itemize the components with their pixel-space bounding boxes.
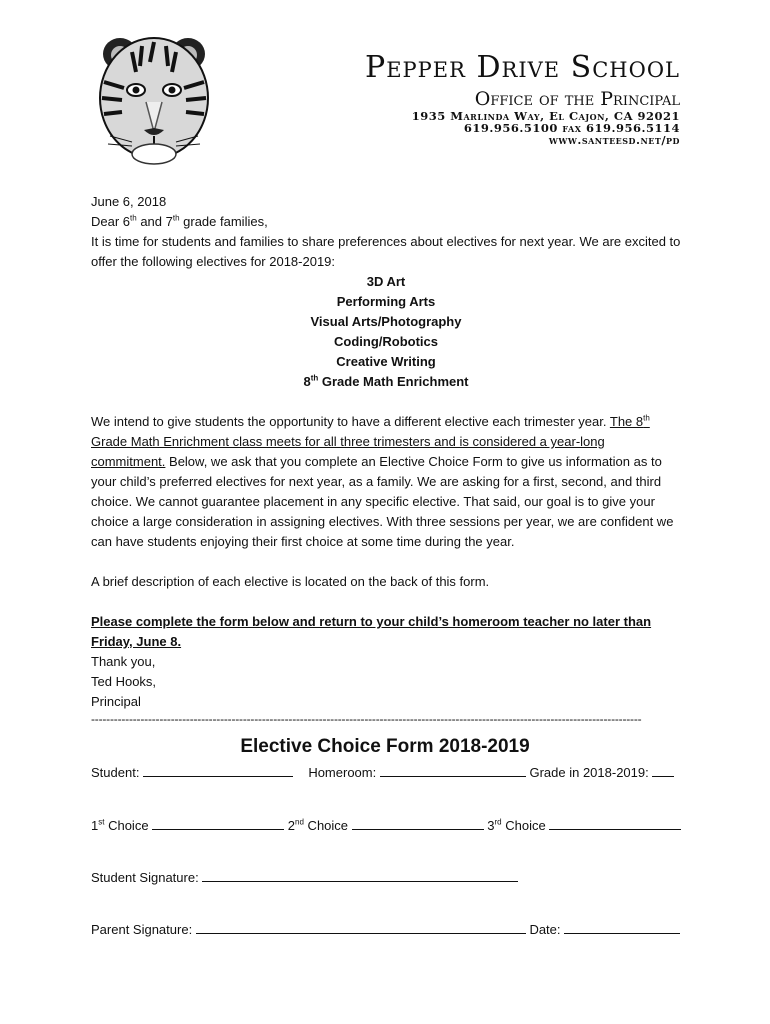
letterhead (365, 52, 680, 146)
elective-item: Performing Arts (336, 294, 436, 309)
school-website: www.santeesd.net/pd (548, 133, 680, 147)
choice3-field[interactable] (549, 817, 681, 830)
letter-date: June 6, 2018 (91, 194, 167, 209)
choice1-field[interactable] (152, 817, 284, 830)
greeting (91, 212, 681, 232)
return-instruction: Please complete the form below and return to your child’s homeroom teacher no later than Friday, June 8. (91, 614, 652, 649)
choice-sup: rd (494, 817, 502, 827)
choice-text: 3 (487, 818, 495, 833)
elective-sup: th (310, 373, 319, 383)
elective-item: Visual Arts/Photography (310, 314, 462, 329)
date-label: Date: (529, 922, 561, 937)
choice1-label (91, 818, 149, 833)
student-label: Student: (91, 765, 140, 780)
choice-text: 1 (91, 818, 99, 833)
choice3-label (487, 818, 545, 833)
choice2-field[interactable] (352, 817, 484, 830)
greeting-sup: th (130, 213, 137, 223)
choice-sup: st (98, 817, 105, 827)
school-name: Pepper Drive School (365, 50, 680, 85)
elective-text: Grade Math Enrichment (318, 374, 469, 389)
choice2-label (288, 818, 348, 833)
choice-text: Choice (104, 818, 149, 833)
homeroom-label: Homeroom: (308, 765, 377, 780)
choice-text: 2 (287, 818, 296, 833)
details-paragraph (91, 412, 681, 552)
student-field[interactable] (143, 764, 293, 777)
greeting-text: grade families, (179, 214, 268, 229)
form-title: Elective Choice Form 2018-2019 (240, 736, 530, 757)
signer-title: Principal (91, 694, 141, 709)
greeting-text: Dear 6 (91, 214, 131, 229)
choice-text: Choice (501, 818, 546, 833)
student-signature-row (91, 869, 691, 885)
parent-signature-field[interactable] (196, 921, 526, 934)
intro-paragraph: It is time for students and families to share preferences about electives for next year. We are excited to offer the following electives for 2018-2019: (91, 234, 681, 269)
elective-item: 3D Art (366, 274, 406, 289)
description-note: A brief description of each elective is located on the back of this form. (91, 574, 490, 589)
closing: Thank you, (91, 654, 156, 669)
elective-text: 8 (303, 374, 311, 389)
grade-label: Grade in 2018-2019: (529, 765, 649, 780)
choice-sup: nd (295, 817, 304, 827)
student-signature-label: Student Signature: (91, 870, 199, 885)
details-text: Grade Math Enrichment class meets for all three trimesters and is considered a year-long commitment. (91, 434, 605, 469)
details-text: We intend to give students the opportunity to have a different elective each trimester year. (91, 414, 610, 429)
signer-name: Ted Hooks, (91, 674, 157, 689)
student-signature-field[interactable] (202, 869, 518, 882)
choice-text: Choice (303, 818, 349, 833)
details-sup: th (643, 413, 650, 423)
school-phone: 619.956.5100 fax 619.956.5114 (463, 121, 680, 135)
details-text: Below, we ask that you complete an Elective Choice Form to give us information as to your child’s preferred electives for next year, as a family. We are asking for a first, second, and third choice. We cannot guarantee placement in any specific elective. That said, our goal is to give your choice a large consideration in assigning electives. With three sessions per year, we are confident we can have students enjoying their first choice at some time during the year. (91, 454, 674, 549)
cut-line: ------------------------------------------------------------------------------------------------------------------------------------------------- (91, 712, 642, 726)
greeting-text: and 7 (136, 214, 173, 229)
elective-item-math (91, 372, 681, 392)
school-address: 1935 Marlinda Way, El Cajon, CA 92021 (411, 109, 680, 123)
elective-item: Creative Writing (336, 354, 436, 369)
date-field[interactable] (564, 921, 680, 934)
parent-signature-label: Parent Signature: (91, 922, 193, 937)
office-title: Office of the Principal (474, 88, 680, 110)
elective-item: Coding/Robotics (334, 334, 438, 349)
letter-body (91, 192, 681, 712)
homeroom-field[interactable] (380, 764, 526, 777)
greeting-sup: th (172, 213, 180, 223)
grade-field[interactable] (652, 764, 674, 777)
choices-row (91, 817, 691, 833)
student-info-row (91, 764, 691, 780)
details-text: The 8 (609, 414, 644, 429)
tiger-logo (92, 32, 216, 172)
parent-signature-row (91, 921, 691, 937)
